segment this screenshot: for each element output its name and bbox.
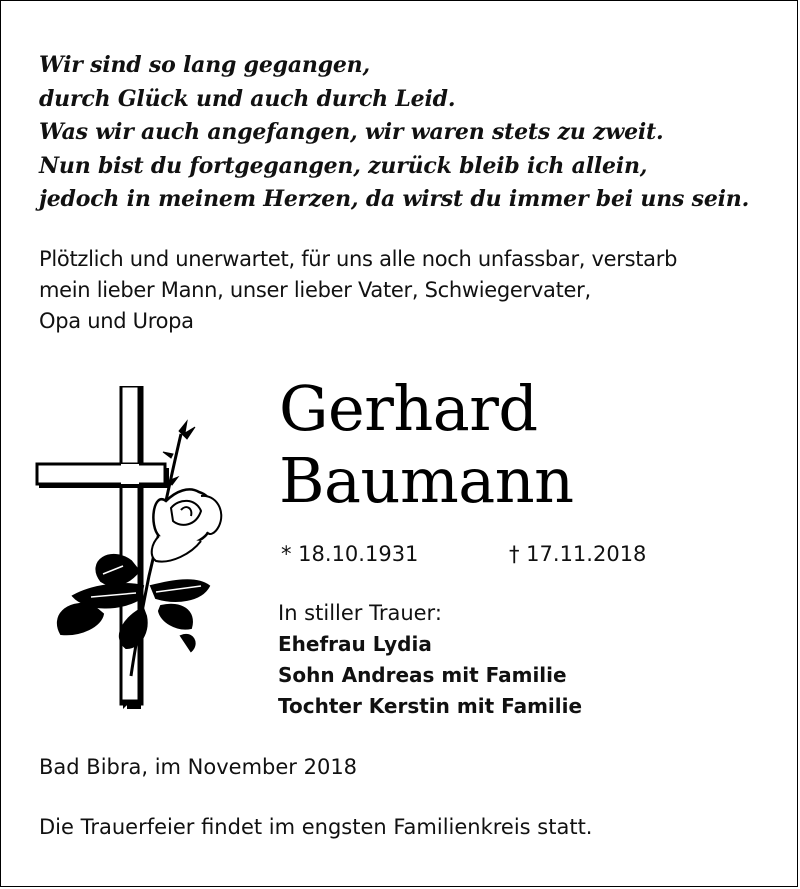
- mourner-name: Sohn Andreas mit Familie: [278, 663, 567, 687]
- cross-icon: [37, 386, 169, 709]
- life-dates: [281, 542, 781, 572]
- deceased-first-name: Gerhard: [279, 372, 538, 445]
- death-announcement-text: [39, 244, 779, 337]
- deceased-last-name: Baumann: [279, 444, 574, 517]
- place-and-date: Bad Bibra, im November 2018: [39, 755, 358, 779]
- birth-date: * 18.10.1931: [281, 542, 419, 566]
- deceased-name: [279, 373, 779, 517]
- funeral-note: Die Trauerfeier findet im engsten Familienkreis statt.: [39, 815, 593, 839]
- intro-line: Plötzlich und unerwartet, für uns alle noch unfassbar, verstarb: [39, 247, 678, 271]
- mourners-list: [278, 598, 778, 722]
- intro-line: mein lieber Mann, unser lieber Vater, Schwiegervater,: [39, 278, 591, 302]
- poem-line: Was wir auch angefangen, wir waren stets zu zweit.: [39, 119, 664, 145]
- mourners-heading: In stiller Trauer:: [278, 601, 442, 625]
- poem-line: durch Glück und auch durch Leid.: [39, 85, 456, 112]
- mourner-name: Tochter Kerstin mit Familie: [278, 694, 583, 718]
- intro-line: Opa und Uropa: [39, 309, 194, 333]
- memorial-poem: [39, 49, 779, 217]
- poem-line: Wir sind so lang gegangen,: [39, 52, 370, 78]
- cross-with-rose-icon: [31, 386, 251, 716]
- mourner-name: Ehefrau Lydia: [278, 632, 432, 656]
- poem-line: Nun bist du fortgegangen, zurück bleib ich allein,: [39, 152, 648, 179]
- death-date: † 17.11.2018: [509, 542, 647, 566]
- poem-line: jedoch in meinem Herzen, da wirst du immer bei uns sein.: [39, 186, 750, 212]
